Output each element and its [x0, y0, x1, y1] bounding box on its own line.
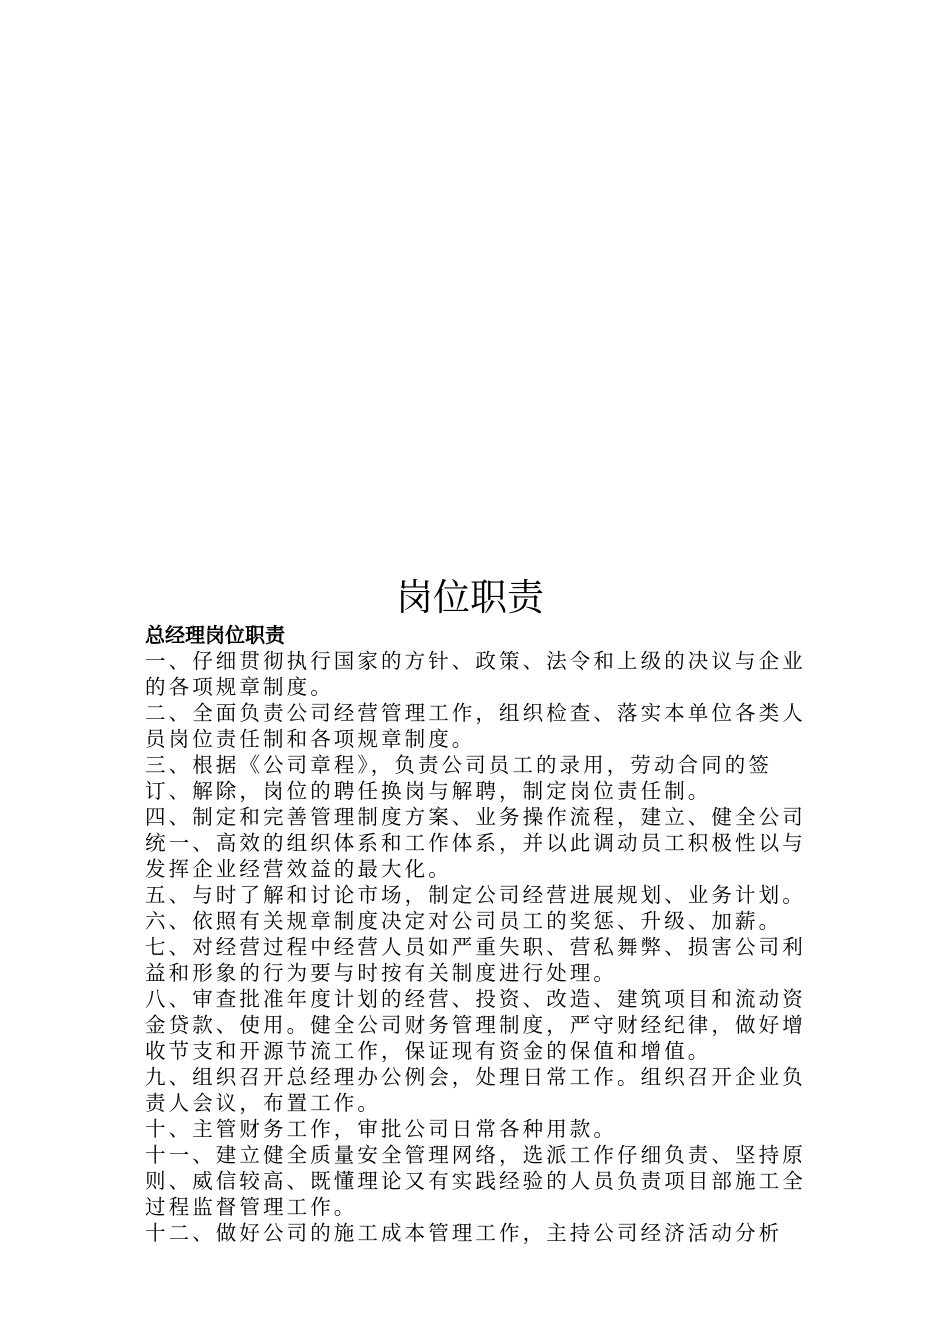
duty-item-6: 六、依照有关规章制度决定对公司员工的奖惩、升级、加薪。 — [145, 909, 783, 933]
duty-item-7: 七、对经营过程中经营人员如严重失职、营私舞弊、损害公司利益和形象的行为要与时按有关制度进行处理。 — [145, 935, 806, 985]
duty-item-8: 八、审查批准年度计划的经营、投资、改造、建筑项目和流动资金贷款、使用。健全公司财务管理制度，严守财经纪律，做好增收节支和开源节流工作，保证现有资金的保值和增值。 — [145, 987, 806, 1063]
duty-item-10: 十、主管财务工作，审批公司日常各种用款。 — [145, 1117, 617, 1141]
duty-item-12: 十二、做好公司的施工成本管理工作，主持公司经济活动分析 — [145, 1221, 783, 1245]
duty-item-9: 九、组织召开总经理办公例会，处理日常工作。组织召开企业负责人会议，布置工作。 — [145, 1065, 806, 1115]
duty-item-2: 二、全面负责公司经营管理工作，组织检查、落实本单位各类人员岗位责任制和各项规章制度。 — [145, 701, 806, 751]
document-title: 岗位职责 — [396, 576, 544, 619]
duty-item-1: 一、仔细贯彻执行国家的方针、政策、法令和上级的决议与企业的各项规章制度。 — [145, 649, 806, 699]
duty-item-11: 十一、建立健全质量安全管理网络，选派工作仔细负责、坚持原则、威信较高、既懂理论又有实践经验的人员负责项目部施工全过程监督管理工作。 — [145, 1143, 806, 1219]
duty-item-3: 三、根据《公司章程》，负责公司员工的录用，劳动合同的签订、解除，岗位的聘任换岗与解聘，制定岗位责任制。 — [145, 753, 772, 803]
document-body — [145, 622, 807, 1246]
duty-item-5: 五、与时了解和讨论市场，制定公司经营进展规划、业务计划。 — [145, 883, 806, 907]
section-heading: 总经理岗位职责 — [145, 623, 285, 647]
duty-item-4: 四、制定和完善管理制度方案、业务操作流程，建立、健全公司统一、高效的组织体系和工作体系，并以此调动员工积极性以与发挥企业经营效益的最大化。 — [145, 805, 806, 881]
